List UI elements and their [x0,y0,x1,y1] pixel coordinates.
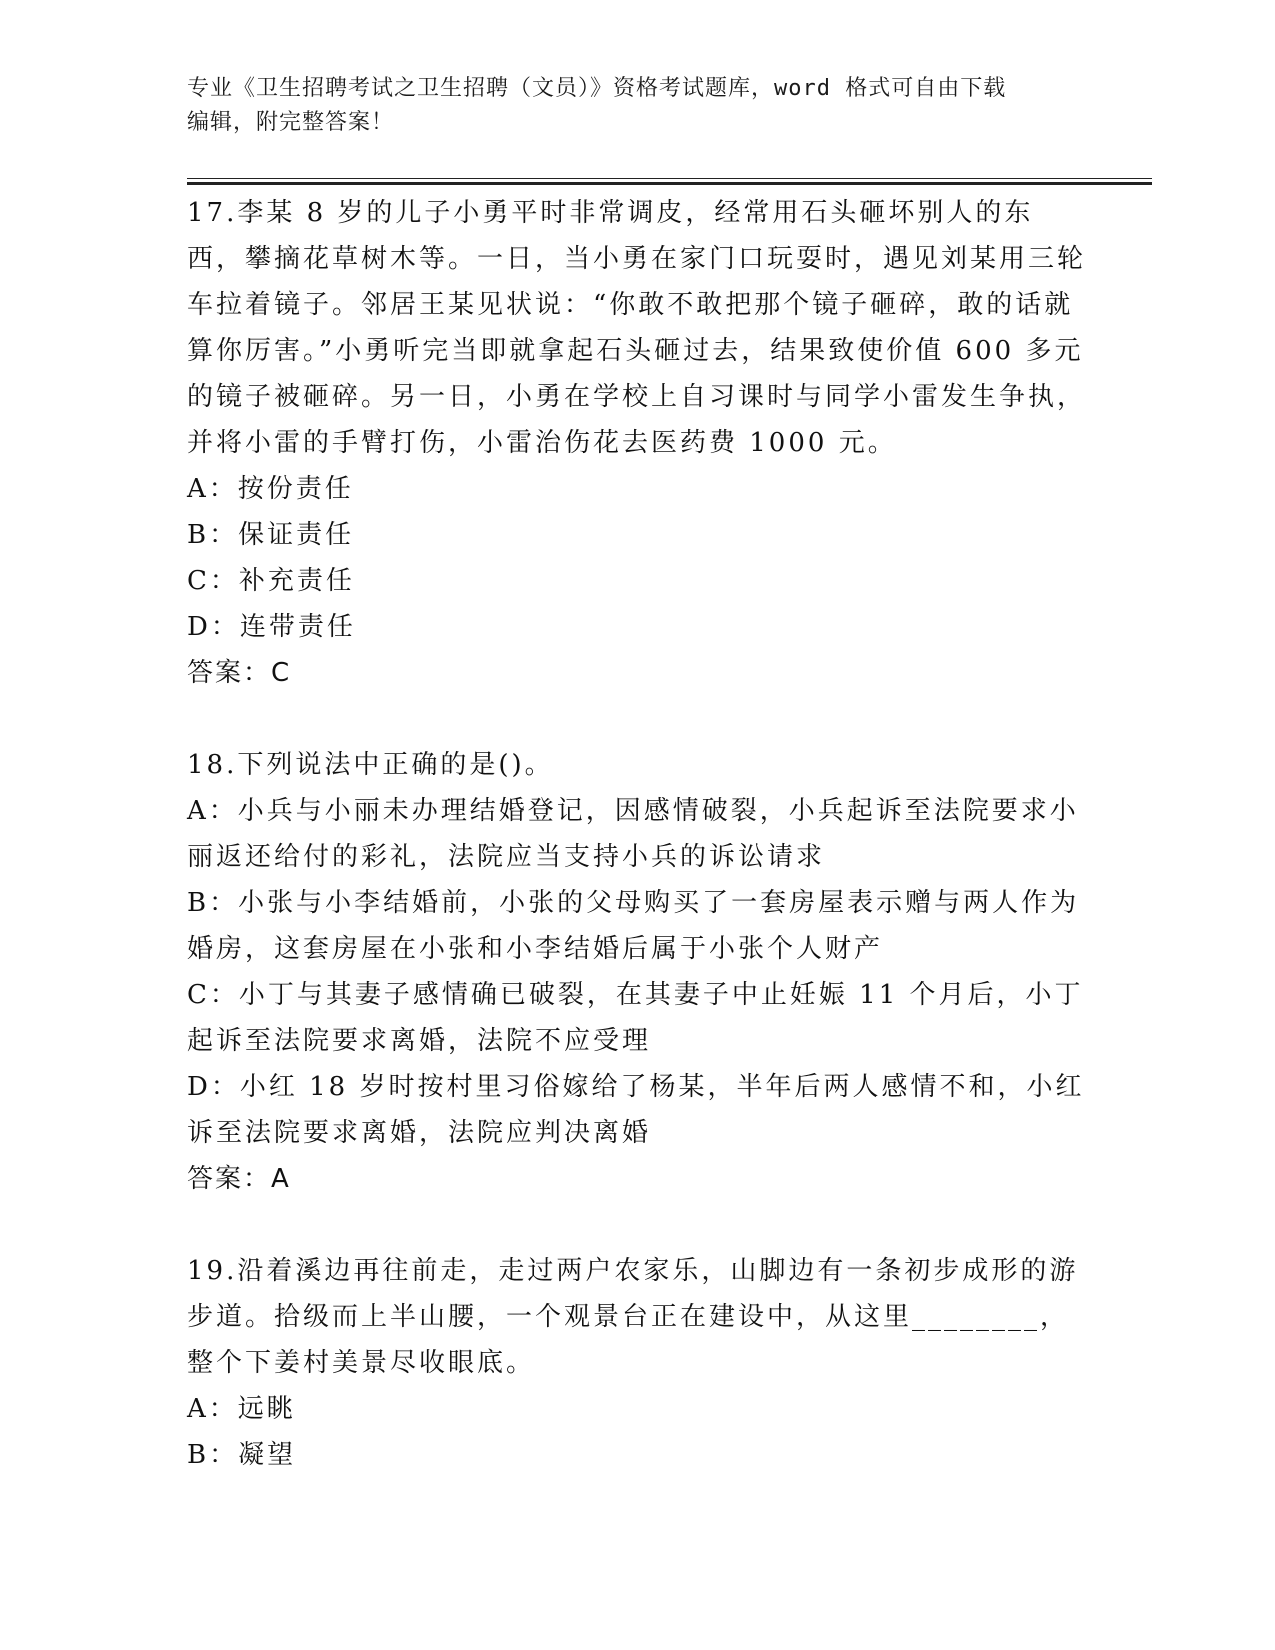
document-header [187,72,1087,140]
option-a: A：小兵与小丽未办理结婚登记，因感情破裂，小兵起诉至法院要求小丽返还给付的彩礼，法院应当支持小兵的诉讼请求 [187,796,1079,872]
question-stem: 18.下列说法中正确的是()。 [187,750,554,780]
option-b: B：保证责任 [187,520,355,550]
header-line-2: 编辑，附完整答案！ [187,110,395,135]
answer-line: 答案：C [187,658,292,688]
option-c: C：补充责任 [187,566,355,596]
option-a: A：远眺 [187,1394,296,1424]
option-b: B：凝望 [187,1440,297,1470]
option-b: B：小张与小李结婚前，小张的父母购买了一套房屋表示赠与两人作为婚房，这套房屋在小张和小李结婚后属于小张个人财产 [187,888,1080,964]
option-a: A：按份责任 [187,474,354,504]
question-stem: 17.李某 8 岁的儿子小勇平时非常调皮，经常用石头砸坏别人的东西，攀摘花草树木等。一日，当小勇在家门口玩耍时，遇见刘某用三轮车拉着镜子。邻居王某见状说：“你敢不敢把那个镜子砸碎，敢的话就算你厉害。”小勇听完当即就拿起石头砸过去，结果致使价值 600 多元的镜子被砸碎。另一日，小勇在学校上自习课时与同学小雷发生争执，并将小雷的手臂打伤，小雷治伤花去医药费 1000 元。 [187,198,1087,458]
header-divider-thick [187,182,1152,185]
option-c: C：小丁与其妻子感情确已破裂，在其妻子中止妊娠 11 个月后，小丁起诉至法院要求离婚，法院不应受理 [187,980,1084,1056]
answer-line: 答案：A [187,1164,291,1194]
question-stem: 19.沿着溪边再往前走，走过两户农家乐，山脚边有一条初步成形的游步道。拾级而上半山腰，一个观景台正在建设中，从这里________，整个下姜村美景尽收眼底。 [187,1256,1079,1378]
header-divider-thin [187,178,1152,179]
question-list [187,190,1087,1524]
option-d: D：小红 18 岁时按村里习俗嫁给了杨某，半年后两人感情不和，小红诉至法院要求离婚，法院应判决离婚 [187,1072,1085,1148]
question-19 [187,1248,1087,1478]
question-17 [187,190,1087,696]
option-d: D：连带责任 [187,612,356,642]
header-line-1: 专业《卫生招聘考试之卫生招聘（文员）》资格考试题库，word 格式可自由下载 [187,76,1007,101]
question-18 [187,742,1087,1202]
